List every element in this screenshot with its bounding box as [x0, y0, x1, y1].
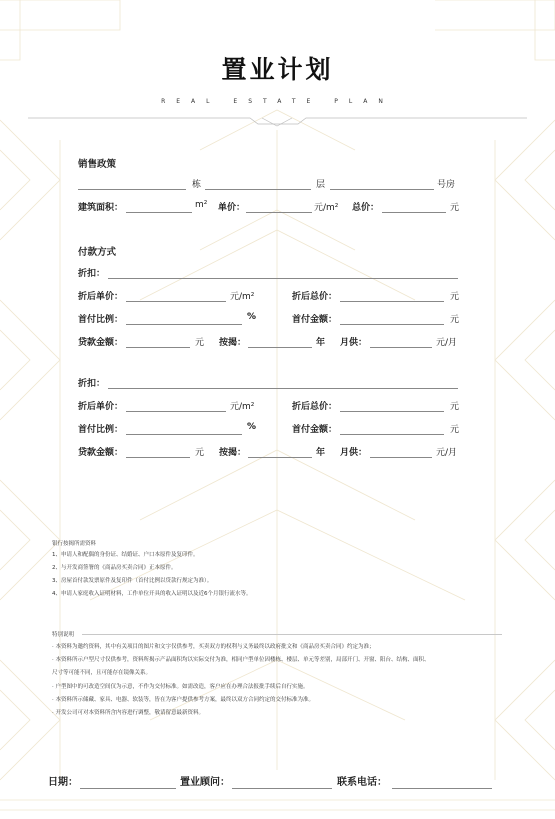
after-total-field[interactable] [340, 411, 444, 412]
bank-doc-item: 3、房屋首付款发票原件及复印件（首付比例以贷款行规定为准）。 [52, 578, 213, 584]
after-total-unit: 元 [450, 292, 460, 302]
down-amount-unit: 元 [450, 425, 460, 435]
after-price-label: 折后单价： [78, 292, 124, 302]
down-amount-unit: 元 [450, 315, 460, 325]
page-title: 置业计划 [221, 55, 334, 84]
phone-field[interactable] [392, 788, 492, 789]
down-ratio-label: 首付比例： [78, 425, 124, 435]
after-total-unit: 元 [450, 402, 460, 412]
date-label: 日期： [48, 777, 78, 788]
mortgage-label: 按揭： [219, 448, 247, 458]
loan-field[interactable] [126, 347, 190, 348]
down-ratio-unit: % [247, 312, 257, 322]
floor-field[interactable] [205, 189, 311, 190]
after-total-label: 折后总价： [292, 292, 338, 302]
note-item: · 本资料所示户型尺寸仅供参考，资料所揭示产品面积均以实际交付为准，相同户型单位因楼栋、楼层、单元等差别，局部开门、开窗、阳台、结构、面积、 [52, 657, 430, 663]
area-unit: m² [195, 200, 208, 210]
total-price-unit: 元 [450, 203, 460, 213]
loan-field[interactable] [126, 457, 190, 458]
note-item: · 开发公司可对本资料所含内容进行调整，敬请留意最新资料。 [52, 710, 204, 716]
loan-unit: 元 [195, 448, 205, 458]
year-unit: 年 [316, 338, 326, 348]
monthly-field[interactable] [370, 347, 432, 348]
room-unit: 号房 [437, 180, 456, 190]
monthly-label: 月供： [340, 338, 368, 348]
note-item: · 本资料为邀约资料，其中有关项目的图片和文字仅供参考，买卖双方的权利与义务最终以政府批文和《商品房买卖合同》约定为准； [52, 644, 375, 650]
notes-heading: 特别说明 [52, 632, 75, 638]
floor-unit: 层 [316, 180, 326, 190]
down-amount-field[interactable] [340, 434, 444, 435]
mortgage-years-field[interactable] [248, 347, 312, 348]
after-price-field[interactable] [126, 301, 226, 302]
after-total-field[interactable] [340, 301, 444, 302]
mortgage-label: 按揭： [219, 338, 247, 348]
notes-divider [82, 634, 502, 635]
after-price-unit: 元/m² [230, 402, 255, 412]
unit-price-label: 单价： [218, 203, 246, 213]
discount-label: 折扣： [78, 269, 106, 279]
building-field[interactable] [78, 189, 186, 190]
monthly-unit: 元/月 [436, 448, 458, 458]
consultant-label: 置业顾问： [180, 777, 230, 788]
consultant-field[interactable] [232, 788, 332, 789]
bank-docs-heading: 银行按揭所需资料 [52, 541, 97, 547]
down-amount-field[interactable] [340, 324, 444, 325]
total-price-label: 总价： [352, 203, 380, 213]
page-subtitle: REAL ESTATE PLAN [161, 98, 394, 105]
down-ratio-field[interactable] [126, 324, 242, 325]
down-amount-label: 首付金额： [292, 425, 338, 435]
down-amount-label: 首付金额： [292, 315, 338, 325]
building-unit: 栋 [192, 180, 202, 190]
note-item: 尺寸等可能不同，且可能存在镜像关系。 [52, 670, 152, 676]
bank-doc-item: 4、申请人家庭收入证明材料，工作单位开具的收入证明以及近6个月银行流水等。 [52, 591, 252, 597]
after-price-unit: 元/m² [230, 292, 255, 302]
down-ratio-label: 首付比例： [78, 315, 124, 325]
area-label: 建筑面积： [78, 203, 124, 213]
monthly-field[interactable] [370, 457, 432, 458]
room-field[interactable] [330, 189, 434, 190]
payment-heading: 付款方式 [78, 247, 117, 258]
loan-unit: 元 [195, 338, 205, 348]
loan-label: 贷款金额： [78, 338, 124, 348]
down-ratio-field[interactable] [126, 434, 242, 435]
unit-price-field[interactable] [246, 212, 312, 213]
discount-field[interactable] [108, 278, 458, 279]
area-field[interactable] [126, 212, 192, 213]
discount-field[interactable] [108, 388, 458, 389]
after-price-field[interactable] [126, 411, 226, 412]
year-unit: 年 [316, 448, 326, 458]
down-ratio-unit: % [247, 422, 257, 432]
mortgage-years-field[interactable] [248, 457, 312, 458]
phone-label: 联系电话： [337, 777, 387, 788]
unit-price-unit: 元/m² [314, 203, 339, 213]
sales-policy-heading: 销售政策 [78, 159, 117, 170]
note-item: · 本资料所示储藏、家具、电器、软装等，皆在为客户提供参考方案，最终以双方合同约定的交付标准为准。 [52, 697, 315, 703]
discount-label: 折扣： [78, 379, 106, 389]
bank-doc-item: 2、与开发商签署的《商品房买卖合同》正本原件。 [52, 565, 177, 571]
after-total-label: 折后总价： [292, 402, 338, 412]
total-price-field[interactable] [382, 212, 446, 213]
monthly-unit: 元/月 [436, 338, 458, 348]
after-price-label: 折后单价： [78, 402, 124, 412]
monthly-label: 月供： [340, 448, 368, 458]
note-item: · 户型图中的可改造空间仅为示意，不作为交付标准。如需改造，客户应在办理合法报批手续后自行实施。 [52, 684, 309, 690]
date-field[interactable] [80, 788, 176, 789]
bank-doc-item: 1、申请人和配偶的身份证、结婚证、户口本原件及复印件。 [52, 552, 199, 558]
loan-label: 贷款金额： [78, 448, 124, 458]
